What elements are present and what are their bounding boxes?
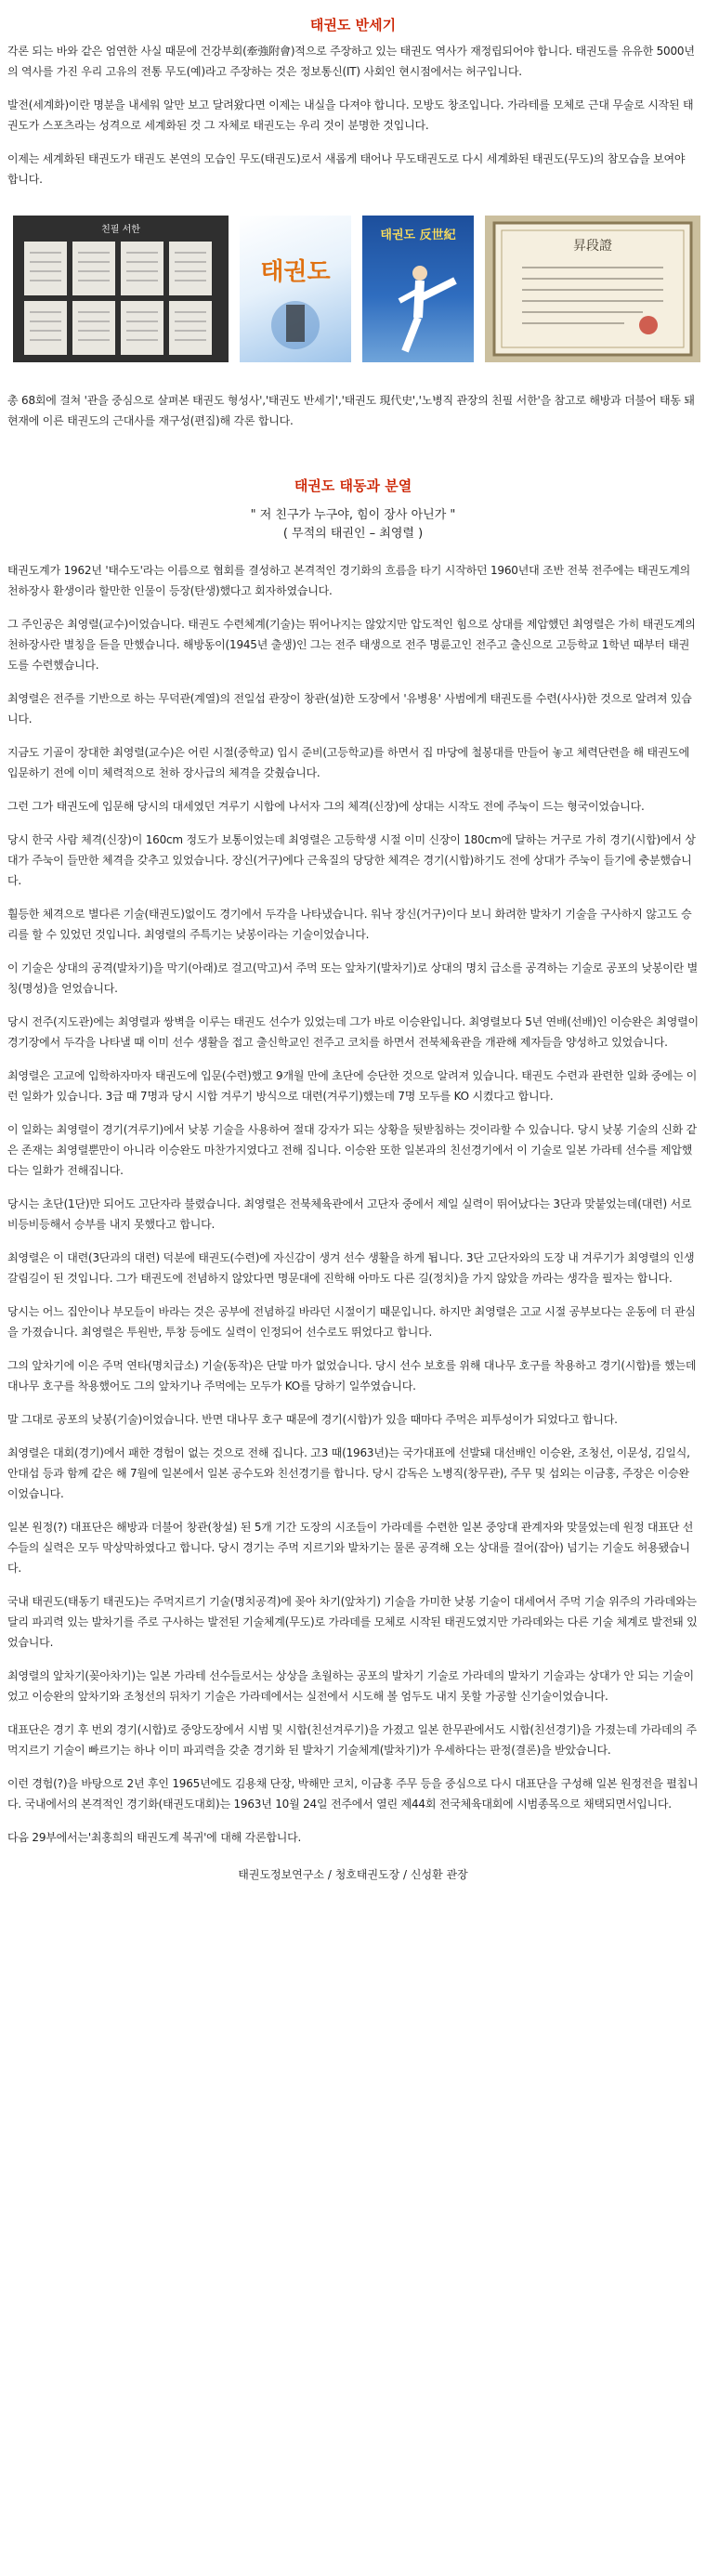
body-paragraph: 당시는 어느 집안이나 부모들이 바라는 것은 공부에 전념하길 바라던 시절이기 때문입니다. 하지만 최영렬은 고교 시절 공부보다는 운동에 더 관심을 가졌습니다. 최영렬은 투원반, 투창 등에도 실력이 인정되어 선수로도 뛰었다고 합니다. [7,1305,696,1339]
image-caption: 태권도 [260,258,331,286]
section-title-half-century: 태권도 반세기 [309,17,397,33]
body-paragraph: 최영렬은 대회(경기)에서 패한 경험이 없는 것으로 전해 집니다. 고3 때(1963년)는 국가대표에 선발돼 대선배인 이승완, 조청선, 이문성, 김일식, 안대섭 등과 함께 같은 해 7월에 일본에서 일본 공수도와 친선경기를 합니다. 당시 감독은 노병직(창무관), 주무 및 섭외는 이금홍, 주장은 이승완이었습니다. [7,1446,690,1500]
body-paragraph: 이런 경험(?)을 바탕으로 2년 후인 1965년에도 김용채 단장, 박해만 코치, 이금홍 주무 등을 중심으로 다시 대표단을 구성해 일본 원정전을 펼칩니다. 국내에서의 본격적인 경기화(태권도대회)는 1963년 10월 24일 전주에서 열린 제44회 전국체육대회에 시범종목으로 채택되면서입니다. [7,1777,699,1811]
body-paragraph: 최영렬의 앞차기(꽂아차기)는 일본 가라테 선수들로서는 상상을 초월하는 공포의 발차기 기술로 가라데의 발차기 기술과는 상대가 안 되는 기술이었고 이승완의 앞차기와 조청선의 뒤차기 기술은 가라데에서는 실전에서 시도해 볼 엄두도 내지 못할 가공할 신기술이었습니다. [7,1669,694,1703]
body-paragraph: 최영렬은 고교에 입학하자마자 태권도에 입문(수련)했고 9개월 만에 초단에 승단한 것으로 알려져 있습니다. 태권도 수련과 관련한 일화 중에는 이런 일화가 있습니다. 3급 때 7명과 당시 시합 겨루기 방식으로 대련(겨루기)했는데 7명 모두를 KO 시켰다고 합니다. [7,1069,698,1103]
image-caption: 태권도 反世紀 [380,229,456,242]
author-signature: 태권도정보연구소 / 청호태권도장 / 신성환 관장 [238,1868,468,1881]
body-paragraph: 그의 앞차기에 이은 주먹 연타(명치급소) 기술(동작)은 단말 마가 없었습니다. 당시 선수 보호를 위해 대나무 호구를 착용하고 경기(시합)를 했는데 대나무 호구를 착용했어도 그의 앞차기나 주먹에는 모두가 KO를 당하기 일쑤였습니다. [7,1359,697,1393]
image-taekwondo-book-cover [240,216,351,362]
quote-attribution: ( 무적의 태권인 – 최영렬 ) [282,527,424,541]
image-strip [7,216,699,372]
image-half-century-book [362,216,474,362]
body-paragraph: 이 기술은 상대의 공격(발차기)을 막기(아래)로 걸고(막고)서 주먹 또는 앞차기(발차기)로 상대의 명치 급소를 공격하는 기술로 공포의 낮봉이란 별칭(명성)을 얻었습니다. [7,961,699,995]
image-handwritten-letter [13,216,229,362]
image-caption: 昇段證 [573,239,612,254]
body-paragraph: 말 그대로 공포의 낮봉(기술)이었습니다. 반면 대나무 호구 때문에 경기(시합)가 있을 때마다 주먹은 피투성이가 되었다고 합니다. [7,1413,618,1426]
quote-line: " 저 친구가 누구야, 힘이 장사 아닌가 " [250,508,456,522]
quote-block [7,506,699,543]
image-certificate [485,216,700,362]
kick-figure-graphic [362,216,474,362]
body-paragraph: 최영렬은 전주를 기반으로 하는 무덕관(계열)의 전일섭 관장이 창관(설)한 도장에서 '유병용' 사범에게 태권도를 수련(사사)한 것으로 알려져 있습니다. [7,692,692,726]
intro-paragraph: 각론 되는 바와 같은 엄연한 사실 때문에 건강부회(牽強附會)적으로 주장하고 있는 태권도 역사가 재정립되어야 합니다. 태권도를 유유한 5000년의 역사를 가진 우리 고유의 전통 무도(예)라고 주장하는 것은 정보통신(IT) 사회인 현시점에서는 허구입니다. [7,45,695,78]
article-body [7,560,699,1848]
body-paragraph: 지금도 기골이 장대한 최영렬(교수)은 어린 시절(중학교) 입시 준비(고등학교)를 하면서 집 마당에 철봉대를 만들어 놓고 체력단련을 해 태권도에 입문하기 전에 이미 체력적으로 천하 장사급의 체격을 갖췄습니다. [7,746,690,779]
body-paragraph: 훨등한 체격으로 별다른 기술(태권도)없이도 경기에서 두각을 나타냈습니다. 워낙 장신(거구)이다 보니 화려한 발차기 기술을 구사하지 않고도 승리를 할 수 있었던 것입니다. 최영렬의 주특기는 낮봉이라는 기술이었습니다. [7,908,692,941]
image-caption: 친필 서한 [101,225,140,235]
body-paragraph: 그 주인공은 최영렬(교수)이었습니다. 태권도 수련체계(기술)는 뛰어나지는 않았지만 압도적인 힘으로 상대를 제압했던 최영렬은 가히 태권도계의 천하장사란 별칭을 듣을 만했습니다. 해방동이(1945년 출생)인 그는 전주 태생으로 전주 명륜고인 전주고 출신으로 고등학교 1학년 때부터 태권도를 수련했습니다. [7,618,696,672]
body-paragraph: 당시 전주(지도관)에는 최영렬과 쌍벽을 이루는 태권도 선수가 있었는데 그가 바로 이승완입니다. 최영렬보다 5년 연배(선배)인 이승완은 최영렬이 경기장에서 두각을 나타낼 때 이미 선수 생활을 접고 출신학교인 전주고 코치를 하면서 전북체육관을 개관해 제자들을 양성하고 있었습니다. [7,1015,699,1049]
body-paragraph: 그런 그가 태권도에 입문해 당시의 대세였던 겨루기 시합에 나서자 그의 체격(신장)에 상대는 시작도 전에 주눅이 드는 형국이었습니다. [7,800,645,813]
intro-paragraph: 이제는 세계화된 태권도가 태권도 본연의 모습인 무도(태권도)로서 새롭게 태어나 무도태권도로 다시 세계화된 태권도(무도)의 참모습을 보여야 합니다. [7,152,686,186]
body-paragraph: 일본 원정(?) 대표단은 해방과 더불어 창관(창설) 된 5개 기간 도장의 시조들이 가라데를 수련한 일본 중앙대 관계자와 맞물었는데 원정 대표단 선수들의 실력은 모두 막상막하였다고 합니다. 당시 경기는 주먹 지르기와 발차기는 물론 공격해 오는 상대를 걸어(잡아) 넘기는 기술도 허용됐습니다. [7,1521,694,1575]
body-paragraph: 당시는 초단(1단)만 되어도 고단자라 불렸습니다. 최영렬은 전북체육관에서 고단자 중에서 제일 실력이 뛰어났다는 3단과 맞붙었는데(대련) 서로 비등비등해서 승부를 내지 못했다고 합니다. [7,1197,692,1231]
section-title-birth-and-split: 태권도 태동과 분열 [294,477,412,494]
book-cover-graphic [240,216,351,362]
intro-paragraph: 발전(세계화)이란 명분을 내세워 알만 보고 달려왔다면 이제는 내실을 다져야 합니다. 모방도 창조입니다. 가라테를 모체로 근대 무술로 시작된 태권도가 스포츠라는 성격으로 세계화된 것 그 자체로 태권도는 우리 것이 분명한 것입니다. [7,98,694,132]
body-paragraph: 당시 한국 사람 체격(신장)이 160cm 정도가 보통이었는데 최영렬은 고등학생 시절 이미 신장이 180cm에 달하는 거구로 가히 경기(시합)에서 상대가 주눅이 들만한 체격을 갖추고 있었습니다. 장신(거구)에다 근육질의 당당한 체격은 경기(시합)하기도 전에 상대가 주눅이 들기에 충분했습니다. [7,833,696,887]
body-paragraph: 대표단은 경기 후 번외 경기(시합)로 중앙도장에서 시범 및 시합(친선겨루기)을 가졌고 일본 한무관에서도 시합(친선경기)을 가졌는데 가라데의 주먹지르기 기술이 빠르기는 하나 이미 파괴력을 갖춘 경기화 된 발차기 기술체계(발차기)가 우세하다는 판정(결론)을 받았습니다. [7,1723,697,1757]
body-paragraph: 국내 태권도(태동기 태권도)는 주먹지르기 기술(명치공격)에 꽂아 차기(앞차기) 기술을 가미한 낮봉 기술이 대세여서 주먹 기술 위주의 가라데와는 달리 파괴력 있는 발차기를 주로 구사하는 발전된 기술체계(무도)로 가라데를 모체로 시작된 태권도였지만 가라데와는 다른 기술 체계로 발전돼 있었습니다. [7,1595,698,1649]
letter-pages-graphic [13,216,229,362]
body-paragraph: 최영렬은 이 대련(3단과의 대련) 덕분에 태권도(수련)에 자신감이 생겨 선수 생활을 하게 됩니다. 3단 고단자와의 도장 내 겨루기가 최영렬의 인생 갈림길이 된 것입니다. 그가 태권도에 전념하지 않았다면 명문대에 진학해 아마도 다른 길(정치)을 가지 않았을 까라는 생각을 필자는 합니다. [7,1251,695,1285]
intro-section [7,41,699,190]
next-episode-note: 다음 29부에서는'최홍희의 태권도계 복귀'에 대해 각론합니다. [7,1831,302,1844]
body-paragraph: 태권도계가 1962년 '태수도'라는 이름으로 협회를 결성하고 본격적인 경기화의 흐름을 타기 시작하던 1960년대 조반 전북 전주에는 태권도계의 천하장사 환생이라 할만한 인물이 등장(탄생)했다고 회자하였습니다. [7,564,691,597]
sources-paragraph: 총 68회에 걸쳐 '관을 중심으로 살펴본 태권도 형성사','태권도 반세기','태권도 現代史','노병직 관장의 친필 서한'을 참고로 해방과 더불어 태동 돼 현재에 이른 태권도의 근대사를 재구성(편집)해 각론 합니다. [7,394,695,427]
body-paragraph: 이 일화는 최영렬이 경기(겨루기)에서 낮봉 기술을 사용하여 절대 강자가 되는 상황을 뒷받침하는 것이라할 수 있습니다. 당시 낮봉 기술의 신화 같은 존재는 최영렬뿐만이 아니라 이승완도 마찬가지였다고 전해 집니다. 이승완 또한 일본과의 친선경기에서 이 기술로 일본 가라테 선수를 제압했다는 일화가 전해집니다. [7,1123,697,1177]
